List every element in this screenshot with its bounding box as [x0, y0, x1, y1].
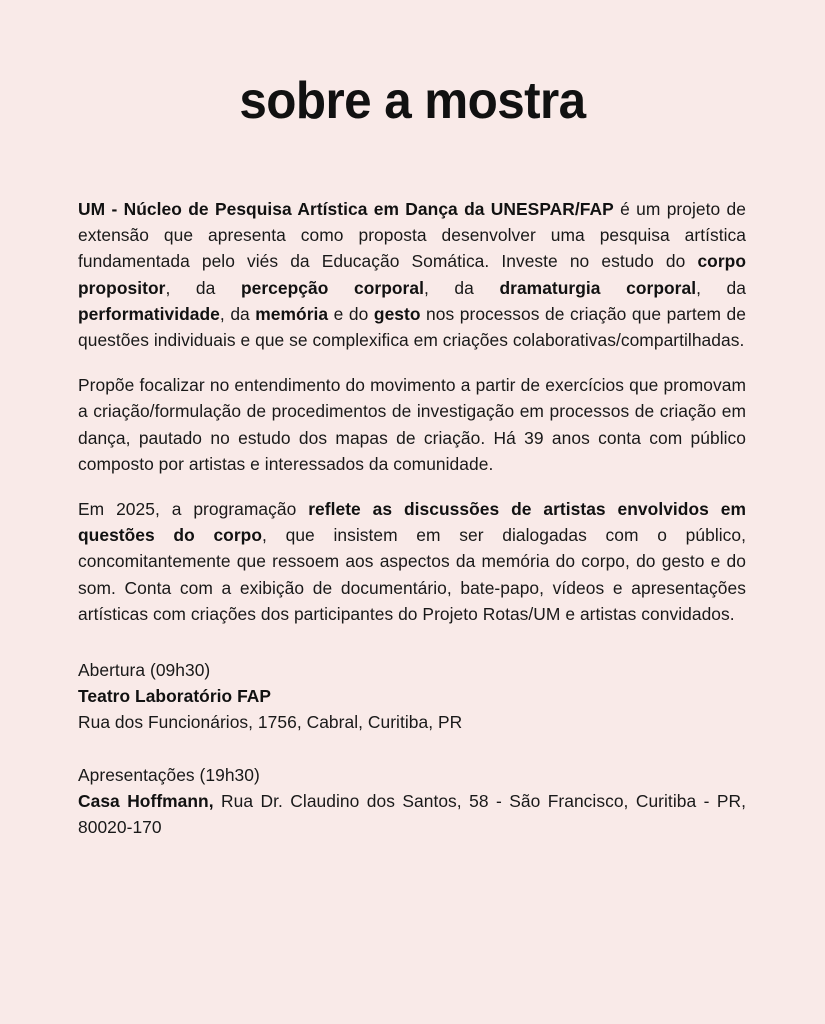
p3-bold-discussoes: reflete as discussões de artistas envolvidos em questões do corpo: [78, 499, 746, 546]
paragraph-about-project: [78, 196, 746, 353]
paragraph-programming-2025: [78, 496, 746, 627]
p1-bold-dramaturgia-corporal: dramaturgia corporal: [499, 277, 697, 298]
opening-schedule: Abertura (09h30): [78, 660, 211, 681]
paragraph-methodology: Propõe focalizar no entendimento do movimento a partir de exercícios que promovam a criação/formulação de procedimentos de investigação em processos de criação em dança, pautado no estudo dos mapas de criação. Há 39 anos conta com público composto por artistas e interessados da comunidade.: [78, 375, 746, 474]
p1-segment-5: , da: [219, 303, 256, 324]
opening-venue-name-text: Teatro Laboratório FAP: [78, 686, 272, 707]
p1-segment-6: e do: [328, 303, 374, 324]
performances-schedule: Apresentações (19h30): [78, 764, 260, 785]
p1-segment-7: nos processos de criação que partem de questões individuais e que se complexifica em criações colaborativas/compartilhadas.: [78, 303, 747, 351]
p1-bold-performatividade: performatividade: [78, 303, 220, 324]
page-title: sobre a mostra: [239, 72, 586, 130]
venue-performances: [78, 762, 746, 841]
p1-segment-1: é um projeto de extensão que apresenta como proposta desenvolver uma pesquisa artística fundamentada pelo viés da Educação Somática. Investe no estudo do: [78, 199, 746, 272]
p1-bold-corpo-propositor: corpo propositor: [78, 251, 746, 298]
p1-segment-3: , da: [423, 277, 500, 298]
opening-venue-address: Rua dos Funcionários, 1756, Cabral, Curitiba, PR: [78, 712, 463, 733]
performances-venue-address: Rua Dr. Claudino dos Santos, 58 - São Francisco, Curitiba - PR, 80020-170: [78, 790, 746, 838]
opening-venue-name: [78, 683, 746, 709]
p1-segment-2: , da: [165, 277, 241, 298]
performances-venue-name: Casa Hoffmann,: [78, 790, 214, 811]
p1-bold-percepcao-corporal: percepção corporal: [240, 277, 424, 298]
p3-segment-2: , que insistem em ser dialogadas com o público, concomitantemente que ressoem aos aspectos da memória do corpo, do gesto e do som. Conta com a exibição de documentário, bate-papo, vídeos e apresentações artísticas com criações dos participantes do Projeto Rotas/UM e artistas convidados.: [78, 525, 746, 624]
venue-opening: [78, 657, 746, 736]
p1-bold-memoria: memória: [255, 303, 329, 324]
p1-bold-gesto: gesto: [373, 303, 421, 324]
p1-segment-4: , da: [696, 277, 747, 298]
performances-venue: [78, 788, 746, 840]
project-name-bold: UM - Núcleo de Pesquisa Artística em Dança da UNESPAR/FAP: [78, 199, 614, 219]
p3-segment-1: Em 2025, a programação: [78, 499, 309, 520]
content-body: [78, 196, 746, 840]
